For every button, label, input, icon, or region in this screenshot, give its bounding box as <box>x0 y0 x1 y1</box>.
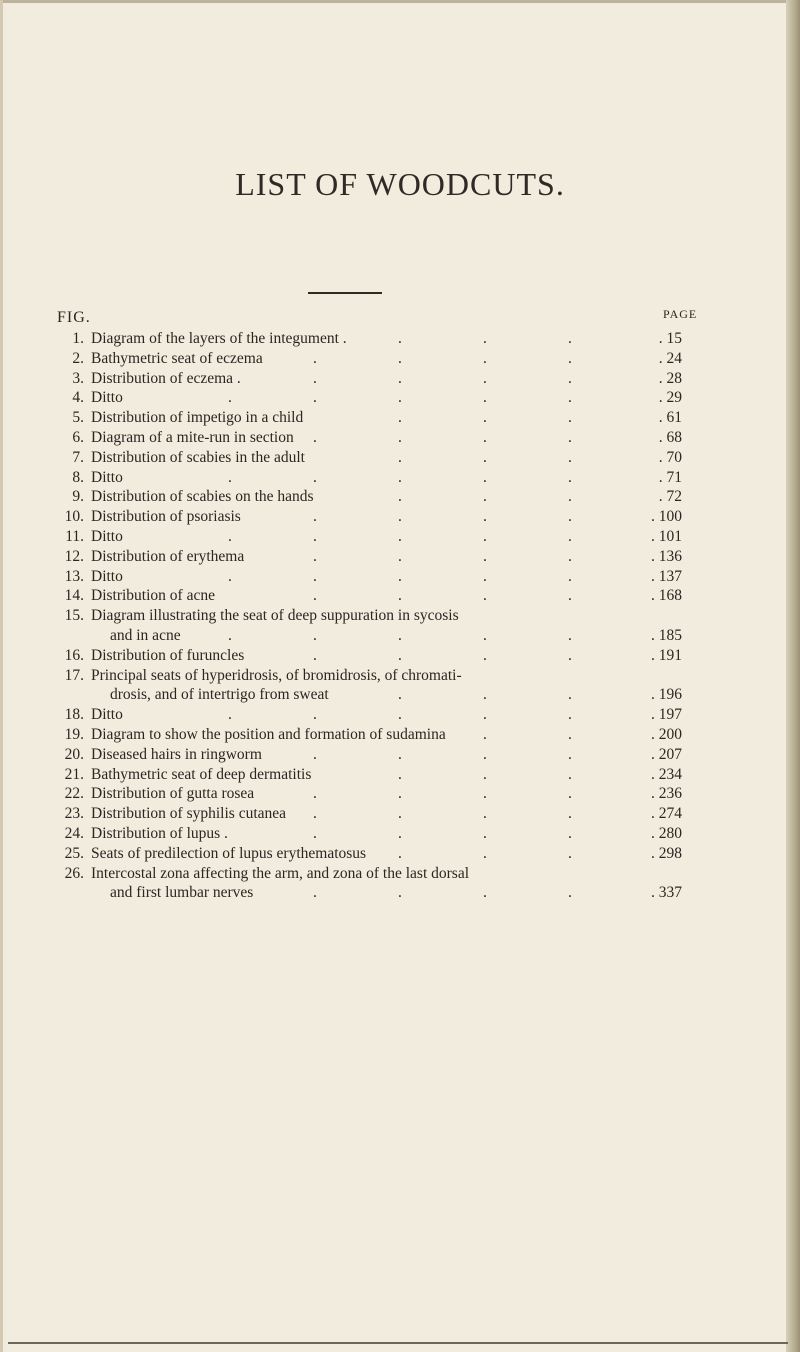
leader-dot: . <box>568 686 572 704</box>
page-number-cell <box>600 626 682 646</box>
leader-dot: . <box>398 389 402 407</box>
leader-dot: . <box>483 488 487 506</box>
page-title: LIST OF WOODCUTS. <box>235 166 565 202</box>
figure-number: 2. <box>72 349 84 367</box>
entry-title: Distribution of eczema . <box>91 369 241 387</box>
leader-dot: . <box>568 468 572 486</box>
leader-dot: . <box>568 765 572 783</box>
entry-title: Diagram to show the position and formation of sudamina <box>91 725 446 743</box>
leader-dot: . <box>313 805 317 823</box>
figure-number: 12. <box>64 547 84 565</box>
leader-dot: . <box>483 508 487 526</box>
leader-dot: . <box>398 547 402 565</box>
leader-dot: . <box>568 547 572 565</box>
leader-dot: . <box>398 884 402 902</box>
leader-dot: . <box>483 805 487 823</box>
figure-number: 4. <box>72 389 84 407</box>
entry-line <box>0 824 800 844</box>
page-number-cell <box>600 883 682 903</box>
page-number-cell <box>600 527 682 547</box>
page-number: . 137 <box>651 567 682 585</box>
leader-dot: . <box>568 349 572 367</box>
leader-dot: . <box>568 428 572 446</box>
list-item <box>0 547 800 567</box>
page-number: . 234 <box>651 765 682 783</box>
figure-number: 21. <box>64 765 84 783</box>
entry-line <box>0 547 800 567</box>
leader-dot: . <box>483 725 487 743</box>
list-item <box>0 725 800 745</box>
page-number-cell <box>600 487 682 507</box>
page-number: . 61 <box>658 409 682 427</box>
entry-title: Diseased hairs in ringworm <box>91 745 262 763</box>
page-number-cell <box>600 646 682 666</box>
entry-line <box>0 408 800 428</box>
leader-dot: . <box>568 508 572 526</box>
page-column-header: PAGE <box>663 307 698 321</box>
list-item <box>0 507 800 527</box>
entry-title: Ditto <box>91 389 123 407</box>
leader-dot: . <box>483 349 487 367</box>
page-number: . 100 <box>651 508 682 526</box>
page-number-cell <box>600 784 682 804</box>
leader-dot: . <box>398 448 402 466</box>
leader-dot: . <box>313 527 317 545</box>
entry-line <box>0 666 800 686</box>
leader-dot: . <box>398 527 402 545</box>
entry-line <box>0 388 800 408</box>
entry-title: Distribution of furuncles <box>91 646 245 664</box>
entry-title: Ditto <box>91 468 123 486</box>
entry-line <box>0 606 800 626</box>
entry-line <box>0 784 800 804</box>
figure-number: 23. <box>64 805 84 823</box>
leader-dot: . <box>398 844 402 862</box>
list-item <box>0 329 800 349</box>
list-item <box>0 527 800 547</box>
woodcut-list <box>0 329 800 903</box>
list-item <box>0 349 800 369</box>
list-item <box>0 666 800 706</box>
leader-dot: . <box>483 468 487 486</box>
leader-dot: . <box>398 765 402 783</box>
leader-dot: . <box>483 626 487 644</box>
entry-line <box>0 725 800 745</box>
page-number: . 236 <box>651 785 682 803</box>
entry-title: Ditto <box>91 527 123 545</box>
entry-title: Ditto <box>91 567 123 585</box>
page-number-cell <box>600 705 682 725</box>
leader-dot: . <box>313 389 317 407</box>
leader-dot: . <box>398 330 402 347</box>
leader-dot: . <box>483 389 487 407</box>
leader-dot: . <box>568 567 572 585</box>
page-number-cell <box>600 824 682 844</box>
leader-dot: . <box>313 369 317 387</box>
entry-title: Distribution of syphilis cutanea <box>91 805 287 823</box>
page-number: . 24 <box>658 349 682 367</box>
figure-number: 24. <box>64 824 84 842</box>
entry-line <box>0 369 800 389</box>
leader-dot: . <box>313 567 317 585</box>
leader-dot: . <box>313 587 317 605</box>
leader-dot: . <box>483 330 487 347</box>
page-number: . 101 <box>651 527 682 545</box>
figure-number: 14. <box>64 587 84 605</box>
leader-dot: . <box>568 626 572 644</box>
leader-dot: . <box>313 646 317 664</box>
leader-dot: . <box>398 706 402 724</box>
entry-title: Bathymetric seat of eczema <box>91 349 263 367</box>
leader-dot: . <box>568 409 572 427</box>
leader-dot: . <box>313 706 317 724</box>
figure-number: 6. <box>72 428 84 446</box>
leader-dot: . <box>313 745 317 763</box>
entry-line <box>0 745 800 765</box>
entry-line <box>0 883 800 903</box>
list-item <box>0 468 800 488</box>
page-number-cell <box>600 507 682 527</box>
leader-dot: . <box>483 745 487 763</box>
leader-dot: . <box>313 508 317 526</box>
leader-dot: . <box>228 468 232 486</box>
page-number-cell <box>600 329 682 349</box>
leader-dot: . <box>313 349 317 367</box>
entry-line <box>0 507 800 527</box>
leader-dot: . <box>568 706 572 724</box>
leader-dot: . <box>398 824 402 842</box>
figure-number: 16. <box>64 646 84 664</box>
entry-line <box>0 468 800 488</box>
leader-dot: . <box>313 785 317 803</box>
leader-dot: . <box>568 725 572 743</box>
page-number: . 280 <box>651 824 682 842</box>
leader-dot: . <box>398 567 402 585</box>
entry-title: Intercostal zona affecting the arm, and zona of the last dorsal <box>91 864 470 882</box>
list-item <box>0 428 800 448</box>
page-number-cell <box>600 369 682 389</box>
leader-dot: . <box>483 824 487 842</box>
leader-dot: . <box>483 409 487 427</box>
page-number: . 168 <box>651 587 682 605</box>
list-item <box>0 784 800 804</box>
leader-dot: . <box>398 626 402 644</box>
entry-title: Diagram illustrating the seat of deep suppuration in sycosis <box>91 607 459 625</box>
list-item <box>0 745 800 765</box>
leader-dot: . <box>483 587 487 605</box>
list-item <box>0 448 800 468</box>
leader-dot: . <box>398 745 402 763</box>
leader-dot: . <box>228 706 232 724</box>
entry-line <box>0 804 800 824</box>
leader-dot: . <box>398 369 402 387</box>
page-number: . 70 <box>658 448 682 466</box>
leader-dot: . <box>568 448 572 466</box>
leader-dot: . <box>228 626 232 644</box>
page-number-cell <box>600 804 682 824</box>
page-number-cell <box>600 349 682 369</box>
page-number-cell <box>600 428 682 448</box>
leader-dot: . <box>398 468 402 486</box>
page-number-cell <box>600 745 682 765</box>
leader-dot: . <box>228 527 232 545</box>
list-item <box>0 487 800 507</box>
list-item <box>0 408 800 428</box>
leader-dot: . <box>228 389 232 407</box>
figure-number: 1. <box>72 330 84 347</box>
page-bottom-border <box>8 1342 788 1344</box>
leader-dot: . <box>568 587 572 605</box>
leader-dot: . <box>398 508 402 526</box>
entry-line <box>0 567 800 587</box>
entry-title: Distribution of erythema <box>91 547 245 565</box>
leader-dot: . <box>398 805 402 823</box>
list-item <box>0 646 800 666</box>
leader-dot: . <box>568 745 572 763</box>
figure-number: 7. <box>72 448 84 466</box>
page-number: . 68 <box>658 428 682 446</box>
list-item <box>0 844 800 864</box>
figure-number: 3. <box>72 369 84 387</box>
leader-dot: . <box>483 567 487 585</box>
leader-dot: . <box>313 547 317 565</box>
entry-line <box>0 864 800 884</box>
leader-dot: . <box>568 824 572 842</box>
leader-dot: . <box>483 706 487 724</box>
leader-dot: . <box>483 765 487 783</box>
page-number: . 274 <box>651 805 682 823</box>
figure-number: 25. <box>64 844 84 862</box>
page-number-cell <box>600 388 682 408</box>
figure-number: 10. <box>64 508 84 526</box>
leader-dot: . <box>568 646 572 664</box>
figure-number: 19. <box>64 725 84 743</box>
entry-title: Ditto <box>91 706 123 724</box>
entry-title: Distribution of lupus . <box>91 824 228 842</box>
entry-line <box>0 705 800 725</box>
leader-dot: . <box>228 567 232 585</box>
leader-dot: . <box>398 587 402 605</box>
entry-title: Diagram of a mite-run in section <box>91 428 294 446</box>
leader-dot: . <box>483 428 487 446</box>
page-number: . 298 <box>651 844 682 862</box>
entry-title: Principal seats of hyperidrosis, of bromidrosis, of chromati- <box>91 666 462 684</box>
page-number: . 71 <box>658 468 682 486</box>
figure-number: 17. <box>64 666 84 684</box>
list-item <box>0 567 800 587</box>
figure-number: 26. <box>64 864 84 882</box>
page-number: . 28 <box>658 369 682 387</box>
figure-number: 11. <box>65 527 84 545</box>
entry-line <box>0 765 800 785</box>
list-item <box>0 606 800 646</box>
entry-title: Distribution of impetigo in a child <box>91 409 304 427</box>
leader-dot: . <box>568 527 572 545</box>
leader-dot: . <box>568 330 572 347</box>
page-number: . 136 <box>651 547 682 565</box>
page-top-edge <box>0 0 800 3</box>
entry-title: Distribution of gutta rosea <box>91 785 255 803</box>
leader-dot: . <box>483 547 487 565</box>
page-number-cell <box>600 586 682 606</box>
page-number: . 196 <box>651 686 682 704</box>
leader-dot: . <box>313 468 317 486</box>
entry-line <box>0 448 800 468</box>
list-item <box>0 388 800 408</box>
list-item <box>0 705 800 725</box>
leader-dot: . <box>483 884 487 902</box>
entry-line <box>0 646 800 666</box>
entry-line <box>0 487 800 507</box>
entry-title: and first lumbar nerves <box>110 884 254 902</box>
entry-title: Distribution of scabies on the hands <box>91 488 314 506</box>
title-rule <box>308 292 382 294</box>
page-number: . 191 <box>651 646 682 664</box>
entry-line <box>0 844 800 864</box>
page-number-cell <box>600 547 682 567</box>
list-item <box>0 824 800 844</box>
leader-dot: . <box>568 785 572 803</box>
leader-dot: . <box>398 686 402 704</box>
leader-dot: . <box>398 349 402 367</box>
leader-dot: . <box>313 626 317 644</box>
leader-dot: . <box>483 369 487 387</box>
entry-line <box>0 349 800 369</box>
figure-number: 13. <box>64 567 84 585</box>
entry-title: Bathymetric seat of deep dermatitis <box>91 765 312 783</box>
figure-number: 20. <box>64 745 84 763</box>
list-item <box>0 864 800 904</box>
page-number-cell <box>600 844 682 864</box>
leader-dot: . <box>568 488 572 506</box>
figure-number: 8. <box>72 468 84 486</box>
leader-dot: . <box>483 686 487 704</box>
entry-title: Distribution of psoriasis <box>91 508 241 526</box>
page-number-cell <box>600 408 682 428</box>
figure-number: 5. <box>72 409 84 427</box>
entry-line <box>0 626 800 646</box>
leader-dot: . <box>483 527 487 545</box>
entry-title: drosis, and of intertrigo from sweat <box>110 686 329 704</box>
leader-dot: . <box>398 785 402 803</box>
leader-dot: . <box>568 805 572 823</box>
entry-title: Seats of predilection of lupus erythematosus <box>91 844 367 862</box>
entry-line <box>0 329 800 349</box>
leader-dot: . <box>398 646 402 664</box>
page-number-cell <box>600 468 682 488</box>
page-number: . 185 <box>651 626 682 644</box>
list-item <box>0 369 800 389</box>
page-number-cell <box>600 448 682 468</box>
leader-dot: . <box>483 448 487 466</box>
page-number: . 29 <box>658 389 682 407</box>
leader-dot: . <box>398 488 402 506</box>
leader-dot: . <box>483 646 487 664</box>
leader-dot: . <box>483 785 487 803</box>
leader-dot: . <box>313 884 317 902</box>
leader-dot: . <box>568 369 572 387</box>
list-item <box>0 586 800 606</box>
page-number-cell <box>600 765 682 785</box>
leader-dot: . <box>313 428 317 446</box>
page-number: . 337 <box>651 884 682 902</box>
figure-number: 15. <box>64 607 84 625</box>
page-number: . 72 <box>658 488 682 506</box>
list-item <box>0 804 800 824</box>
page-number: . 207 <box>651 745 682 763</box>
leader-dot: . <box>483 844 487 862</box>
entry-line <box>0 685 800 705</box>
page-number: . 200 <box>651 725 682 743</box>
fig-column-header: FIG. <box>57 309 91 326</box>
leader-dot: . <box>398 428 402 446</box>
leader-dot: . <box>313 824 317 842</box>
leader-dot: . <box>398 409 402 427</box>
entry-title: Distribution of acne <box>91 587 215 605</box>
entry-line <box>0 527 800 547</box>
page-number-cell <box>600 567 682 587</box>
entry-title: Diagram of the layers of the integument . <box>91 330 347 347</box>
figure-number: 9. <box>72 488 84 506</box>
page-number: . 197 <box>651 706 682 724</box>
leader-dot: . <box>568 844 572 862</box>
entry-title: and in acne <box>110 626 181 644</box>
page-number-cell <box>600 725 682 745</box>
figure-number: 18. <box>64 706 84 724</box>
page-number: . 15 <box>658 330 682 347</box>
entry-line <box>0 586 800 606</box>
figure-number: 22. <box>64 785 84 803</box>
page-number-cell <box>600 685 682 705</box>
entry-line <box>0 428 800 448</box>
leader-dot: . <box>568 389 572 407</box>
list-item <box>0 765 800 785</box>
leader-dot: . <box>568 884 572 902</box>
entry-title: Distribution of scabies in the adult <box>91 448 305 466</box>
